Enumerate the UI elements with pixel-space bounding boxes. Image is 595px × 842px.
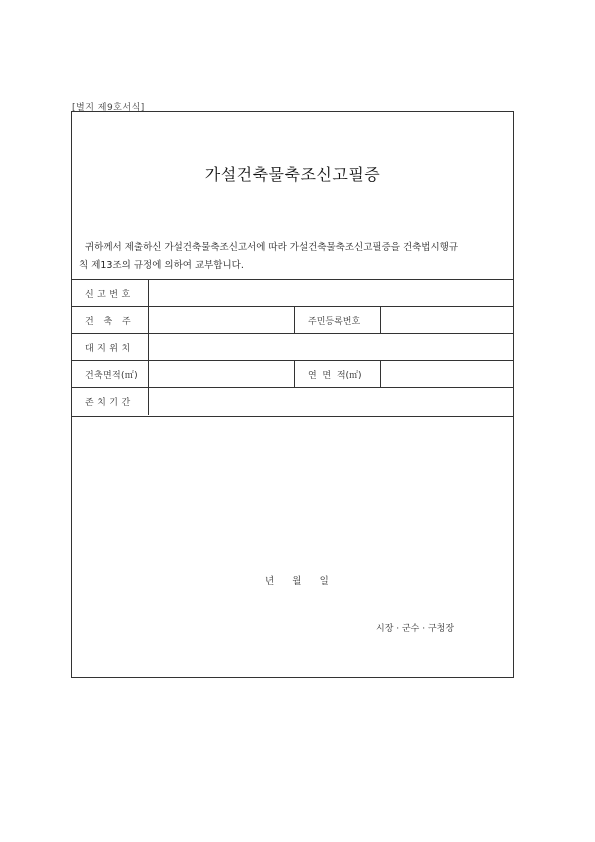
- report-number-field[interactable]: [149, 280, 513, 306]
- total-floor-area-field[interactable]: [381, 361, 513, 387]
- table-row-owner: [72, 307, 513, 334]
- statement-line-1: 귀하께서 제출하신 가설건축물축조신고서에 따라 가설건축물축조신고필증을 건축법시행규: [85, 242, 459, 253]
- owner-field[interactable]: [149, 307, 295, 333]
- document-title: 가설건축물축조신고필증: [204, 165, 381, 184]
- table-row-period: [72, 388, 513, 415]
- issue-date-line: 년 월 일: [265, 576, 329, 587]
- site-location-field[interactable]: [149, 334, 513, 360]
- building-area-field[interactable]: [149, 361, 295, 387]
- issuing-authority: 시장 · 군수 · 구청장: [376, 624, 455, 634]
- certificate-frame: [71, 111, 514, 678]
- owner-label: 건 축 주: [72, 307, 149, 333]
- building-area-label: 건축면적(㎡): [72, 361, 149, 387]
- table-row-report-number: [72, 280, 513, 307]
- statement-line-2: 칙 제13조의 규정에 의하여 교부합니다.: [79, 260, 244, 271]
- table-row-area: [72, 361, 513, 388]
- table-row-site: [72, 334, 513, 361]
- certificate-info-table: [72, 279, 513, 417]
- form-number-label: [별지 제9호서식]: [72, 103, 145, 113]
- resident-number-label: 주민등록번호: [295, 307, 381, 333]
- total-floor-area-label: 연 면 적(㎡): [295, 361, 381, 387]
- certificate-statement: [79, 239, 507, 275]
- report-number-label: 신 고 번 호: [72, 280, 149, 306]
- resident-number-field[interactable]: [381, 307, 513, 333]
- site-location-label: 대 지 위 치: [72, 334, 149, 360]
- retention-period-label: 존 치 기 간: [72, 388, 149, 415]
- retention-period-field[interactable]: [149, 388, 513, 415]
